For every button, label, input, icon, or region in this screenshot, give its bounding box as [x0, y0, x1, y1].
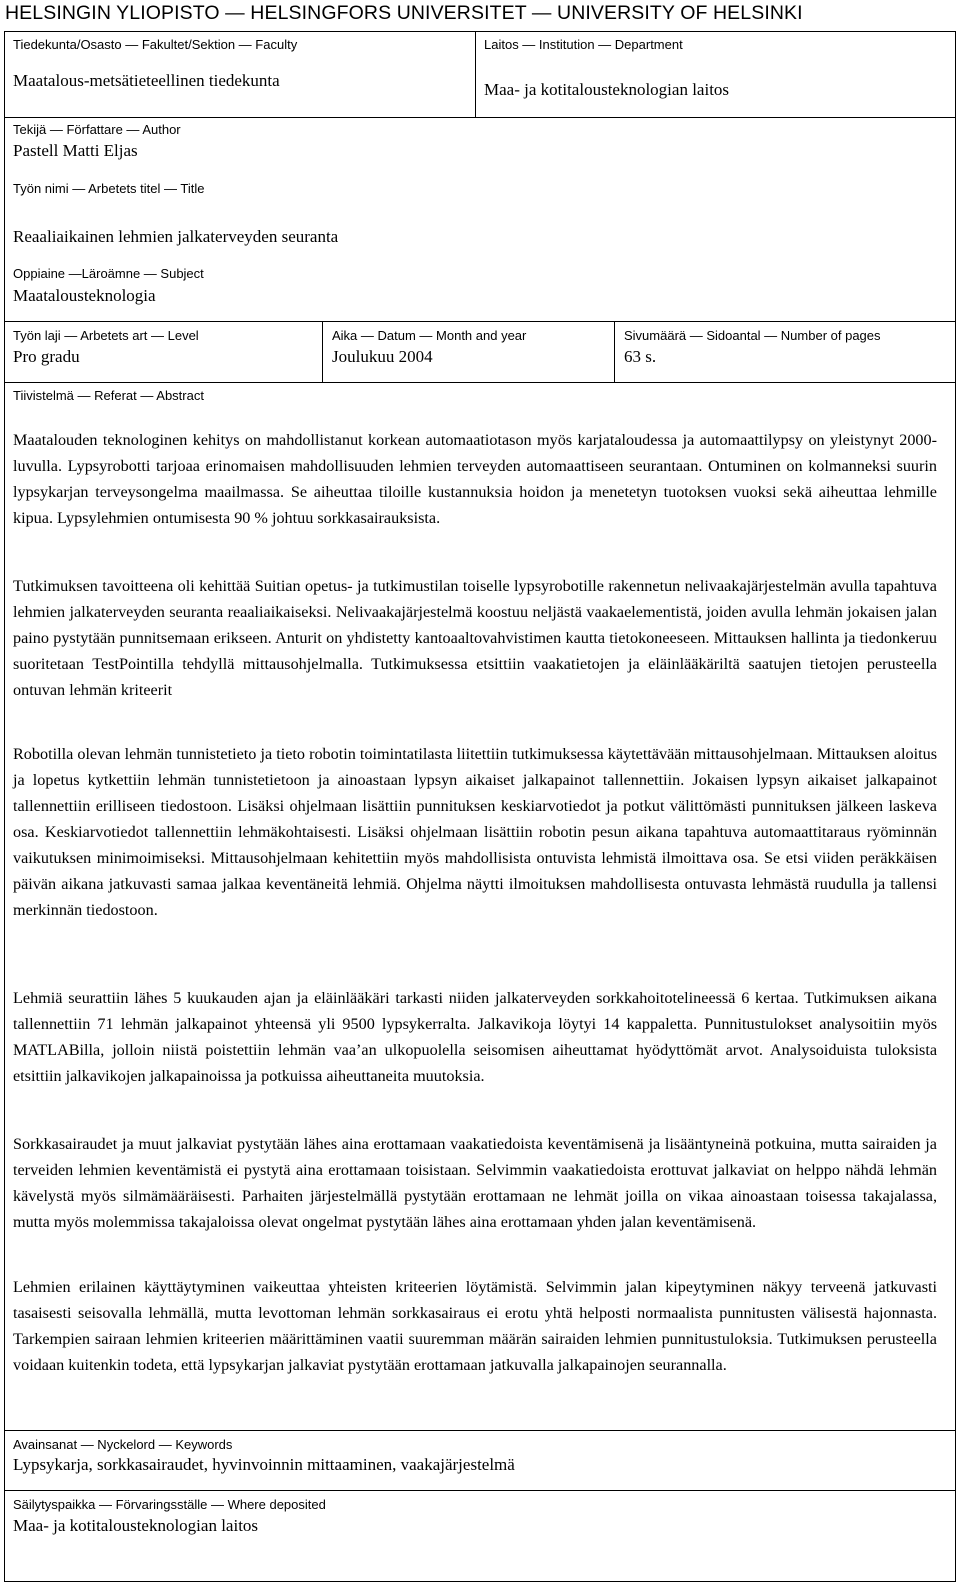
department-value: Maa- ja kotitalousteknologian laitos [484, 80, 730, 99]
divider [614, 321, 615, 382]
divider [4, 1490, 956, 1491]
faculty-label: Tiedekunta/Osasto — Fakultet/Sektion — Faculty [13, 37, 298, 52]
abstract-paragraph: Sorkkasairaudet ja muut jalkaviat pystytään lähes aina erottamaan vaakatiedoista keventämisenä ja lisääntyneinä potkuina, mutta sairaiden ja terveiden lehmien keventämistä ei pystytä aina erottamaan toisistaan. Selvimmin vaakatiedoista erottuvat jalkaviat on helppo nähdä lehmän kävelystä myös silmämääräisesti. Parhaiten järjestelmällä pystytään erottamaan ne lehmät joilla on vikaa ainoastaan toisessa takajalassa, mutta myös molemmissa takajaloissa olevat ongelmat pystytään lähes aina erottamaan yhden jalan keventämisenä. [13, 1135, 937, 1231]
divider [4, 382, 956, 383]
deposited-label: Säilytyspaikka — Förvaringsställe — Where deposited [13, 1497, 326, 1512]
abstract-paragraph: Tutkimuksen tavoitteena oli kehittää Suitian opetus- ja tutkimustilan toiselle lypsyrobotille rakennetun nelivaakajärjestelmän avulla tapahtuva lehmien jalkaterveyden seuranta reaaliaikaiseksi. Nelivaakajärjestelmä koostuu neljästä vaakaelementistä, joiden avulla lehmän jokaisen jalan paino pystytään punnitsemaan erikseen. Anturit on yhdistetty kantoaaltovahvistimen kautta tietokoneeseen. Mittauksen hallinta ja tiedonkeruu suoritetaan TestPointilla tehdyllä mittausohjelmalla. Tutkimuksessa etsittiin vaakatietojen ja eläinlääkäriltä saatujen tietojen perusteella ontuvan lehmän kriteerit [13, 577, 937, 699]
university-header: HELSINGIN YLIOPISTO — HELSINGFORS UNIVERSITET — UNIVERSITY OF HELSINKI [5, 2, 803, 24]
divider [322, 321, 323, 382]
pages-label: Sivumäärä — Sidoantal — Number of pages [624, 328, 881, 343]
author-label: Tekijä — Författare — Author [13, 122, 181, 137]
deposited-value: Maa- ja kotitalousteknologian laitos [13, 1516, 259, 1535]
date-label: Aika — Datum — Month and year [332, 328, 527, 343]
keywords-value: Lypsykarja, sorkkasairaudet, hyvinvoinnin mittaaminen, vaakajärjestelmä [13, 1455, 515, 1474]
department-label: Laitos — Institution — Department [484, 37, 683, 52]
date-value: Joulukuu 2004 [332, 347, 433, 366]
divider [475, 31, 476, 117]
divider [4, 321, 956, 322]
faculty-value: Maatalous-metsätieteellinen tiedekunta [13, 71, 280, 90]
abstract-paragraph: Robotilla olevan lehmän tunnistetieto ja tieto robotin toimintatilasta liitettiin tutkimuksessa käytettävään mittausohjelmaan. Mittauksen aloitus ja lopetus kytkettiin lehmän tunnistetietoon ja ainoastaan lypsyn aikaiset jalkapainot tallennettiin. Jokaisen lypsyn aikaiset jalkapainot tallennettiin erilliseen tiedostoon. Lisäksi ohjelmaan lisättiin punnituksen keskiarvotiedot ja potkut välittömästi punnituksen jälkeen laskeva osa. Keskiarvotiedot tallennettiin lehmäkohtaisesti. Lisäksi ohjelmaan lisättiin robotin pesun aikana tapahtuva automaattitaraus ryöminnän vaikutuksen minimoimiseksi. Mittausohjelmaan kehitettiin myös mahdollisista ontuvista lehmistä ilmoittava osa. Se etsi viiden peräkkäisen päivän aikana jatkuvasti samaa jalkaa keventäneitä lehmiä. Ohjelma näytti ilmoituksen mahdollisesta ontuvasta lehmästä ruudulla ja tallensi merkinnän tiedostoon. [13, 745, 937, 919]
abstract-paragraph: Lehmiä seurattiin lähes 5 kuukauden ajan ja eläinlääkäri tarkasti niiden jalkaterveyden sorkkahoitotelineessä 6 kertaa. Tutkimuksen aikana tallennettiin 71 lehmän jalkapainot yhteensä yli 9500 lypsykerralta. Jalkavikoja löytyi 14 kappaletta. Punnitustulokset analysoitiin myös MATLABilla, jolloin niistä poistettiin lehmän vaa’an ulkopuolella seisomisen aiheuttamat hyödyttömät arvot. Analysoiduista tuloksista etsittiin jalkavikojen jalkapainoissa ja potkuissa aiheuttaneita muutoksia. [13, 989, 937, 1085]
level-value: Pro gradu [13, 347, 80, 366]
level-label: Työn laji — Arbetets art — Level [13, 328, 199, 343]
pages-value: 63 s. [624, 347, 657, 366]
subject-value: Maatalousteknologia [13, 286, 156, 305]
divider [4, 1430, 956, 1431]
title-label: Työn nimi — Arbetets titel — Title [13, 181, 205, 196]
title-value: Reaaliaikainen lehmien jalkaterveyden seuranta [13, 227, 339, 246]
keywords-label: Avainsanat — Nyckelord — Keywords [13, 1437, 233, 1452]
abstract-label: Tiivistelmä — Referat — Abstract [13, 388, 204, 403]
subject-label: Oppiaine —Läroämne — Subject [13, 266, 204, 281]
author-value: Pastell Matti Eljas [13, 141, 138, 160]
abstract-paragraph: Lehmien erilainen käyttäytyminen vaikeuttaa yhteisten kriteerien löytämistä. Selvimmin jalan kipeytyminen näkyy terveenä jatkuvasti tasaisesti seisovalla lehmällä, mutta levottoman lehmän sorkkasairaus ei erotu yhtä helposti normaalista punnitusten välisestä hajonnasta. Tarkempien sairaan lehmien kriteerien määrittäminen vaatii suuremman määrän sairaiden lehmien punnitustuloksia. Tutkimuksen perusteella voidaan kuitenkin todeta, että lypsykarjan jalkaviat pystytään erottamaan jatkuvalla jalkapainojen seurannalla. [13, 1278, 937, 1374]
divider [4, 117, 956, 118]
abstract-paragraph: Maatalouden teknologinen kehitys on mahdollistanut korkean automaatiotason myös karjataloudessa ja automaattilypsy on yleistynyt 2000-luvulla. Lypsyrobotti tarjoaa erinomaisen mahdollisuuden lehmien terveyden automaattiseen seurantaan. Ontuminen on kolmanneksi suurin lypsykarjan terveysongelma maailmassa. Se aiheuttaa tiloille kustannuksia hoidon ja menetetyn tuotoksen vuoksi sekä aiheuttaa lehmille kipua. Lypsylehmien ontumisesta 90 % johtuu sorkkasairauksista. [13, 431, 937, 527]
